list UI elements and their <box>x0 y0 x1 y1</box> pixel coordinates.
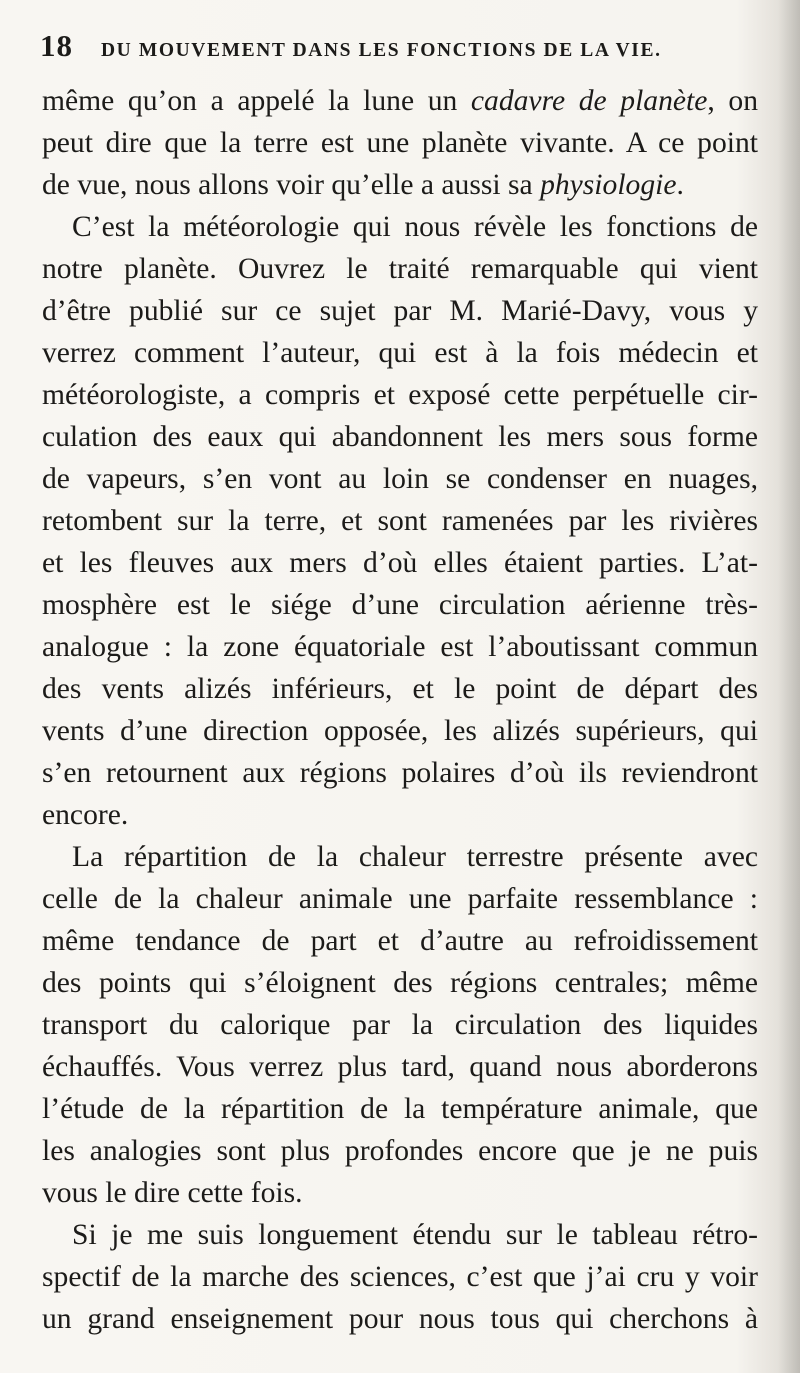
line-text: mosphère est le siége d’une circulation aérienne très- <box>42 589 758 621</box>
running-title: DU MOUVEMENT DANS LES FONCTIONS DE LA VIE. <box>101 40 662 61</box>
text-line <box>42 374 758 416</box>
text-line <box>42 1256 758 1298</box>
line-text: l’étude de la répartition de la température animale, que <box>42 1093 758 1125</box>
paragraph <box>42 836 758 1214</box>
line-text: . <box>676 169 684 201</box>
text-line <box>42 164 758 206</box>
text-line <box>42 920 758 962</box>
text-line <box>42 542 758 584</box>
line-text: transport du calorique par la circulation des liquides <box>42 1009 758 1041</box>
text-line <box>42 1172 758 1214</box>
line-text: et les fleuves aux mers d’où elles étaient parties. L’at- <box>42 547 758 579</box>
text-line <box>42 710 758 752</box>
line-text: météorologiste, a compris et exposé cette perpétuelle cir- <box>42 379 758 411</box>
line-text: d’être publié sur ce sujet par M. Marié-Davy, vous y <box>42 295 758 327</box>
line-text: des points qui s’éloignent des régions centrales; même <box>42 967 758 999</box>
text-line <box>42 752 758 794</box>
text-line <box>42 332 758 374</box>
page-edge-shadow <box>778 0 800 1373</box>
line-text: même tendance de part et d’autre au refroidissement <box>42 925 758 957</box>
text-line <box>42 290 758 332</box>
page-number: 18 <box>40 28 73 63</box>
line-text: s’en retournent aux régions polaires d’où ils reviendront <box>42 757 758 789</box>
paragraph <box>42 1214 758 1340</box>
line-text: échauffés. Vous verrez plus tard, quand nous aborderons <box>42 1051 758 1083</box>
text-line <box>42 584 758 626</box>
paragraph <box>42 80 758 206</box>
text-line <box>42 1004 758 1046</box>
italic-text: cadavre de planète <box>470 85 708 117</box>
text-line <box>42 626 758 668</box>
text-line <box>42 668 758 710</box>
line-text: celle de la chaleur animale une parfaite ressemblance : <box>42 883 758 915</box>
line-text: spectif de la marche des sciences, c’est que j’ai cru y voir <box>42 1261 758 1293</box>
text-line <box>42 1298 758 1340</box>
line-text: un grand enseignement pour nous tous qui cherchons à <box>42 1303 758 1335</box>
line-text: La répartition de la chaleur terrestre présente avec <box>72 841 758 873</box>
line-text: notre planète. Ouvrez le traité remarquable qui vient <box>42 253 758 285</box>
line-text: verrez comment l’auteur, qui est à la fois médecin et <box>42 337 758 369</box>
page-header <box>40 28 760 72</box>
text-line <box>42 80 758 122</box>
text-line <box>42 122 758 164</box>
text-line <box>42 1214 758 1256</box>
paragraph <box>42 206 758 836</box>
line-text: analogue : la zone équatoriale est l’aboutissant commun <box>42 631 758 663</box>
line-text: C’est la météorologie qui nous révèle les fonctions de <box>72 211 758 243</box>
line-text: de vue, nous allons voir qu’elle a aussi sa <box>42 169 541 201</box>
line-text: encore. <box>42 799 129 831</box>
text-line <box>42 248 758 290</box>
text-line <box>42 1130 758 1172</box>
text-line <box>42 794 758 836</box>
text-line <box>42 962 758 1004</box>
line-text: même qu’on a appelé la lune un <box>42 85 471 117</box>
line-text: les analogies sont plus profondes encore que je ne puis <box>42 1135 758 1167</box>
line-text: vents d’une direction opposée, les alizés supérieurs, qui <box>42 715 758 747</box>
text-line <box>42 206 758 248</box>
line-text: de vapeurs, s’en vont au loin se condenser en nuages, <box>42 463 758 495</box>
italic-text: physiologie <box>540 169 677 201</box>
line-text: retombent sur la terre, et sont ramenées par les rivières <box>42 505 758 537</box>
text-line <box>42 1046 758 1088</box>
line-text: des vents alizés inférieurs, et le point de départ des <box>42 673 758 705</box>
text-line <box>42 836 758 878</box>
text-line <box>42 1088 758 1130</box>
text-line <box>42 416 758 458</box>
line-text: Si je me suis longuement étendu sur le tableau rétro- <box>72 1219 758 1251</box>
line-text: culation des eaux qui abandonnent les mers sous forme <box>42 421 758 453</box>
text-line <box>42 878 758 920</box>
text-line <box>42 458 758 500</box>
line-text: peut dire que la terre est une planète vivante. A ce point <box>42 127 758 159</box>
line-text: , on <box>707 85 758 117</box>
text-line <box>42 500 758 542</box>
body-text <box>42 80 758 1340</box>
line-text: vous le dire cette fois. <box>42 1177 303 1209</box>
